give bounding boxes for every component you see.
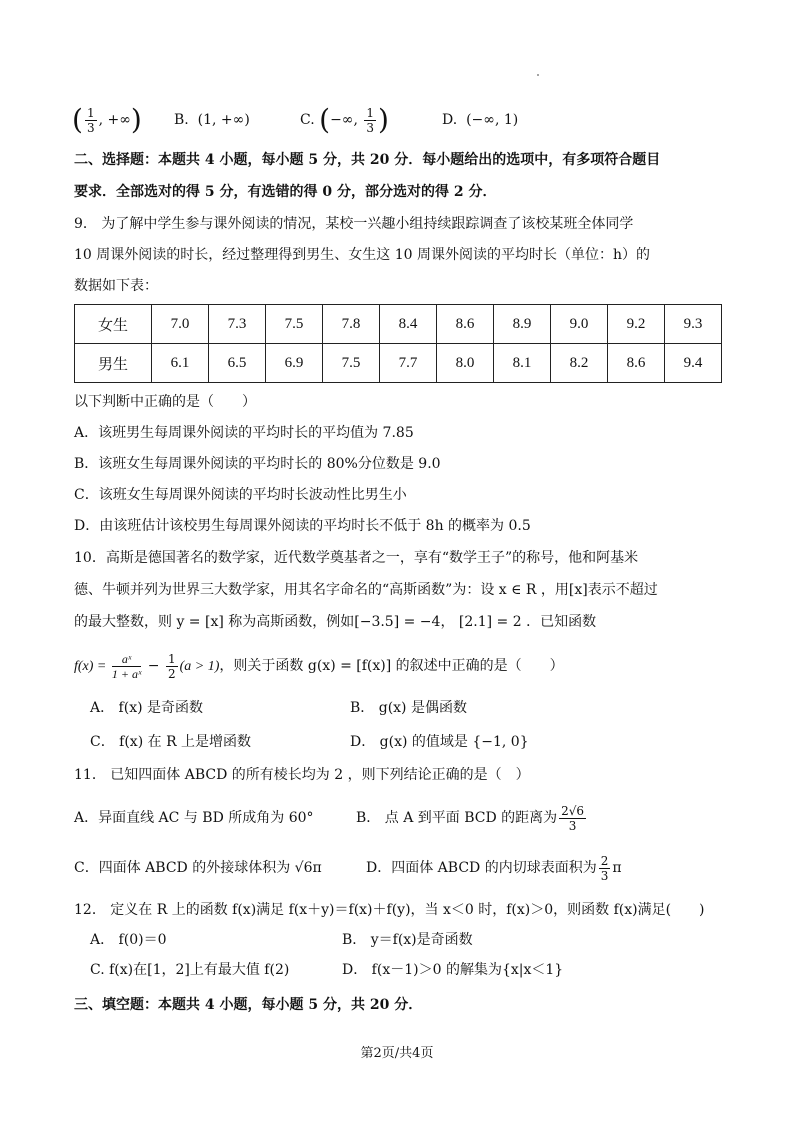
q10-stem-line1: 10．高斯是德国著名的数学家，近代数学奠基者之一，享有“数学王子”的称号，他和阿基米	[74, 550, 639, 566]
q11-option-d: D．四面体 ABCD 的内切球表面积为 $\frac{2}{3}$ π	[366, 853, 622, 883]
speck-mark	[537, 74, 539, 76]
q10-option-b: B． g(x) 是偶函数	[350, 700, 467, 716]
q9-option-d: D．由该班估计该校男生每周课外阅读的平均时长不低于 8h 的概率为 0.5	[74, 518, 531, 534]
q11-option-a: A．异面直线 AC 与 BD 所成角为 60°	[74, 810, 314, 826]
q12-option-d: D． f(x－1)＞0 的解集为{x|x＜1}	[342, 962, 564, 978]
q10-option-d: D． g(x) 的值域是 {−1, 0}	[350, 734, 529, 750]
q8-option-c: C. (−∞, $\frac{1}{3}$ )	[300, 103, 389, 136]
q11-option-c: C．四面体 ABCD 的外接球体积为 √6π	[74, 860, 322, 876]
table-cell: 8.1	[494, 344, 551, 383]
table-row-female	[75, 305, 722, 344]
q9-option-c: C．该班女生每周课外阅读的平均时长波动性比男生小	[74, 487, 407, 503]
table-cell: 男生	[75, 344, 152, 383]
q12-stem: 12． 定义在 R 上的函数 f(x)满足 f(x＋y)＝f(x)＋f(y)，当 x＜0 时，f(x)＞0，则函数 f(x)满足( )	[74, 902, 705, 918]
table-cell: 7.7	[380, 344, 437, 383]
q8-option-d: D. (−∞, 1)	[442, 112, 519, 128]
table-cell: 7.8	[323, 305, 380, 344]
section3-heading: 三、填空题：本题共 4 小题，每小题 5 分，共 20 分．	[74, 997, 423, 1013]
table-cell: 8.6	[437, 305, 494, 344]
table-cell: 8.4	[380, 305, 437, 344]
table-cell: 8.0	[437, 344, 494, 383]
q10-option-a: A． f(x) 是奇函数	[90, 700, 204, 716]
table-cell: 7.3	[209, 305, 266, 344]
q8-option-b: B. (1, +∞)	[174, 112, 250, 128]
table-cell: 6.9	[266, 344, 323, 383]
table-cell: 女生	[75, 305, 152, 344]
table-cell: 6.1	[152, 344, 209, 383]
q11-option-b: B． 点 A 到平面 BCD 的距离为 $\frac{2√6}{3}$	[356, 803, 585, 833]
table-cell: 6.5	[209, 344, 266, 383]
q12-option-a: A． f(0)＝0	[90, 932, 167, 948]
section2-line1: 二、选择题：本题共 4 小题，每小题 5 分，共 20 分．每小题给出的选项中，有多项符合题目	[74, 152, 661, 168]
table-cell: 7.5	[266, 305, 323, 344]
q10-function-definition: f(x) = $\frac{\text{aˣ}}{\text{1 + aˣ}}$ − $\frac{1}{2}$ (a > 1)，则关于函数 g(x) = [f(x)] 的叙述中正确的是（ ）	[74, 651, 564, 681]
page-number: 第2页/共4页	[360, 1046, 434, 1061]
q10-stem-line2: 德、牛顿并列为世界三大数学家，用其名字命名的“高斯函数”为：设 x ∈ R ，用[x]表示不超过	[74, 582, 658, 598]
q10-stem-line3: 的最大整数，则 y = [x] 称为高斯函数，例如[−3.5] = −4， [2.1] = 2 ．已知函数	[74, 614, 597, 630]
q9-data-table	[74, 304, 722, 383]
q12-option-c: C. f(x)在[1，2]上有最大值 f(2)	[90, 962, 290, 978]
q8-option-a: ( $\frac{1}{3}$ , +∞)	[72, 103, 142, 136]
table-cell: 7.5	[323, 344, 380, 383]
table-cell: 7.0	[152, 305, 209, 344]
q9-stem-line1: 9． 为了解中学生参与课外阅读的情况，某校一兴趣小组持续跟踪调查了该校某班全体同学	[74, 216, 634, 232]
table-row-male	[75, 344, 722, 383]
section2-line2: 要求．全部选对的得 5 分，有选错的得 0 分，部分选对的得 2 分．	[74, 184, 497, 200]
table-cell: 9.3	[665, 305, 722, 344]
q12-option-b: B． y＝f(x)是奇函数	[342, 932, 473, 948]
table-cell: 8.6	[608, 344, 665, 383]
q11-stem: 11． 已知四面体 ABCD 的所有棱长均为 2 ，则下列结论正确的是（ ）	[74, 767, 530, 783]
table-cell: 9.4	[665, 344, 722, 383]
q10-option-c: C． f(x) 在 R 上是增函数	[90, 734, 252, 750]
table-cell: 9.0	[551, 305, 608, 344]
q9-stem-line2: 10 周课外阅读的时长，经过整理得到男生、女生这 10 周课外阅读的平均时长（单位：h）的	[74, 247, 650, 263]
table-cell: 8.2	[551, 344, 608, 383]
table-cell: 8.9	[494, 305, 551, 344]
q9-prompt: 以下判断中正确的是（ ）	[74, 394, 256, 410]
q9-option-b: B．该班女生每周课外阅读的平均时长的 80%分位数是 9.0	[74, 456, 441, 472]
q9-stem-line3: 数据如下表：	[74, 278, 158, 294]
table-cell: 9.2	[608, 305, 665, 344]
q9-option-a: A．该班男生每周课外阅读的平均时长的平均值为 7.85	[74, 425, 414, 441]
